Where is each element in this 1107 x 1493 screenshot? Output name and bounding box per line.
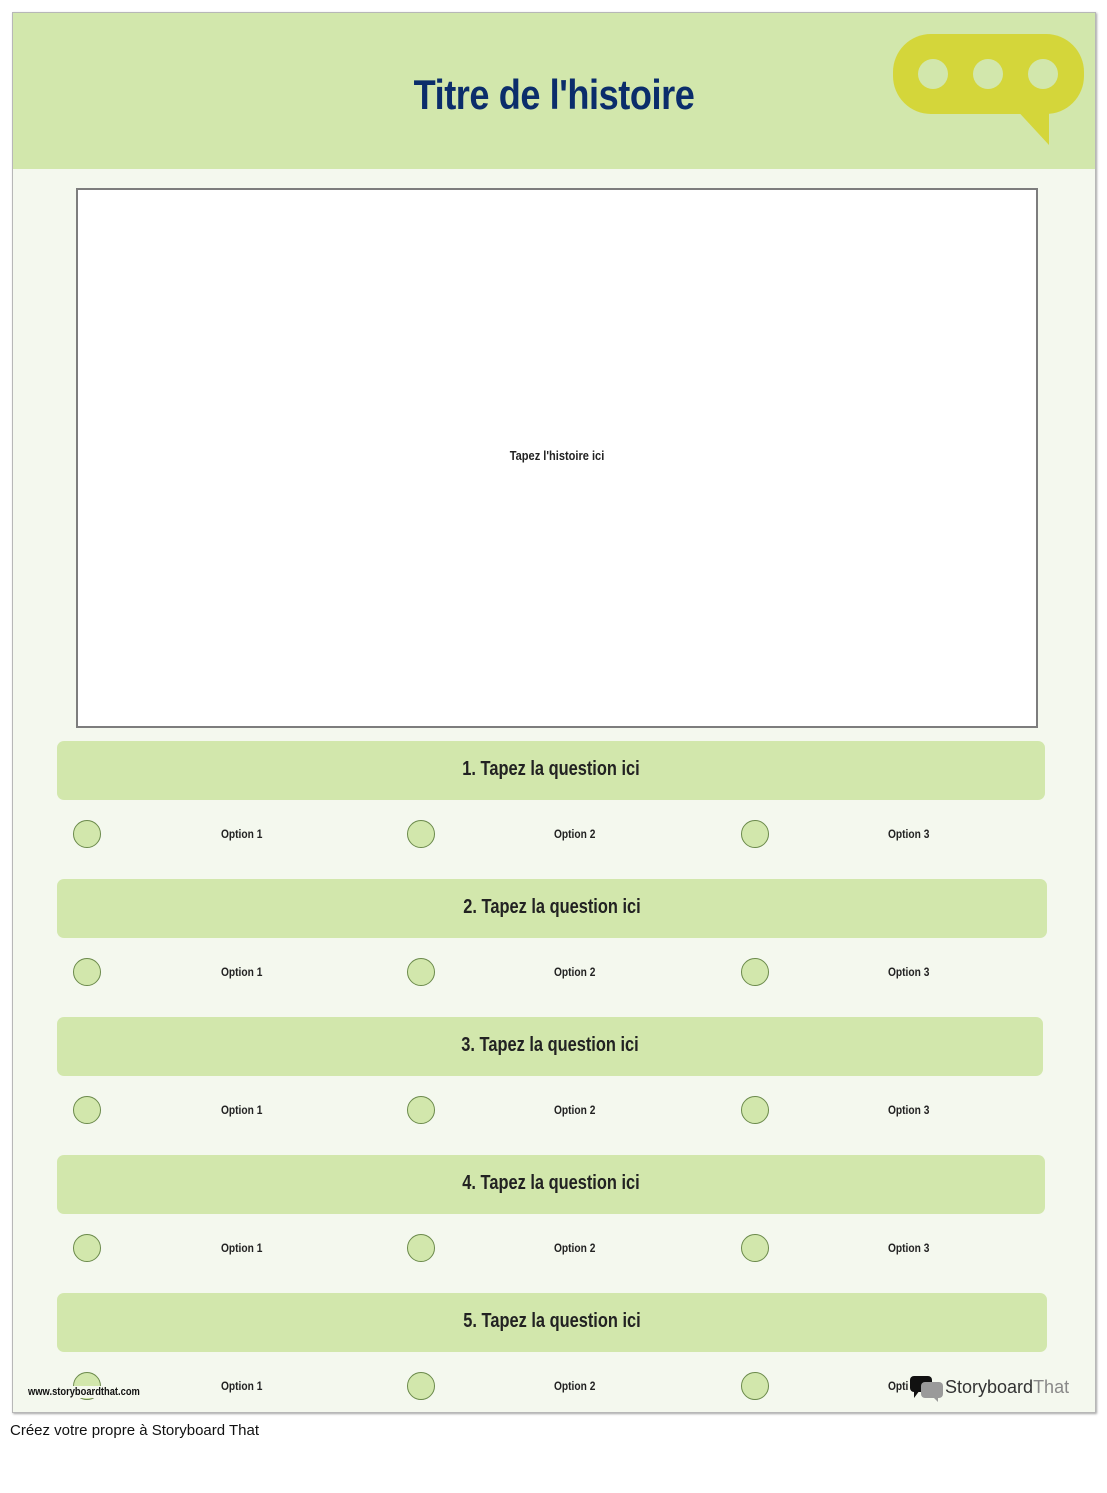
radio-option-3[interactable] xyxy=(741,1372,769,1400)
question-bar[interactable] xyxy=(57,1017,1043,1076)
question-label: 1. Tapez la question ici xyxy=(462,758,640,780)
radio-option-1[interactable] xyxy=(73,1234,101,1262)
option-label: Option 1 xyxy=(221,827,263,841)
option-label: Option 1 xyxy=(221,965,263,979)
option-row xyxy=(13,1234,1095,1262)
question-bar[interactable] xyxy=(57,1293,1047,1352)
option-row xyxy=(13,958,1095,986)
brand-text-that: That xyxy=(1033,1377,1070,1397)
storyboardthat-logo-icon xyxy=(910,1376,944,1402)
option-label: Option 1 xyxy=(221,1379,263,1393)
option-label: Option 1 xyxy=(221,1241,263,1255)
option-label: Option 3 xyxy=(888,1241,930,1255)
worksheet xyxy=(12,12,1096,1413)
radio-option-1[interactable] xyxy=(73,958,101,986)
website-url[interactable]: www.storyboardthat.com xyxy=(28,1386,140,1398)
question-bar[interactable] xyxy=(57,741,1045,800)
option-label: Option 3 xyxy=(888,827,930,841)
brand-text-storyboard: Storyboard xyxy=(945,1377,1034,1397)
option-label: Opti xyxy=(888,1379,909,1393)
radio-option-3[interactable] xyxy=(741,958,769,986)
option-label: Option 2 xyxy=(554,1241,596,1255)
story-title[interactable]: Titre de l'histoire xyxy=(413,71,695,118)
option-label: Option 2 xyxy=(554,1379,596,1393)
option-label: Option 3 xyxy=(888,1103,930,1117)
radio-option-2[interactable] xyxy=(407,958,435,986)
question-bar[interactable] xyxy=(57,1155,1045,1214)
radio-option-1[interactable] xyxy=(73,820,101,848)
radio-option-1[interactable] xyxy=(73,1096,101,1124)
option-row xyxy=(13,1096,1095,1124)
story-textbox[interactable] xyxy=(76,188,1038,728)
brand-wordmark xyxy=(945,1377,1069,1398)
question-label: 4. Tapez la question ici xyxy=(462,1172,640,1194)
question-label: 2. Tapez la question ici xyxy=(463,896,641,918)
question-label: 3. Tapez la question ici xyxy=(461,1034,639,1056)
option-label: Option 2 xyxy=(554,1103,596,1117)
radio-option-2[interactable] xyxy=(407,1096,435,1124)
option-label: Option 1 xyxy=(221,1103,263,1117)
speech-bubble-icon xyxy=(893,34,1085,146)
question-bar[interactable] xyxy=(57,879,1047,938)
radio-option-2[interactable] xyxy=(407,1372,435,1400)
radio-option-2[interactable] xyxy=(407,820,435,848)
header-banner xyxy=(13,13,1095,169)
option-label: Option 2 xyxy=(554,965,596,979)
option-row xyxy=(13,820,1095,848)
radio-option-3[interactable] xyxy=(741,820,769,848)
radio-option-3[interactable] xyxy=(741,1234,769,1262)
radio-option-3[interactable] xyxy=(741,1096,769,1124)
radio-option-2[interactable] xyxy=(407,1234,435,1262)
option-label: Option 2 xyxy=(554,827,596,841)
footer-text[interactable]: Créez votre propre à Storyboard That xyxy=(10,1422,260,1439)
option-label: Option 3 xyxy=(888,965,930,979)
question-label: 5. Tapez la question ici xyxy=(463,1310,641,1332)
brand-logo[interactable] xyxy=(908,1373,1088,1405)
story-placeholder: Tapez l'histoire ici xyxy=(509,448,605,463)
